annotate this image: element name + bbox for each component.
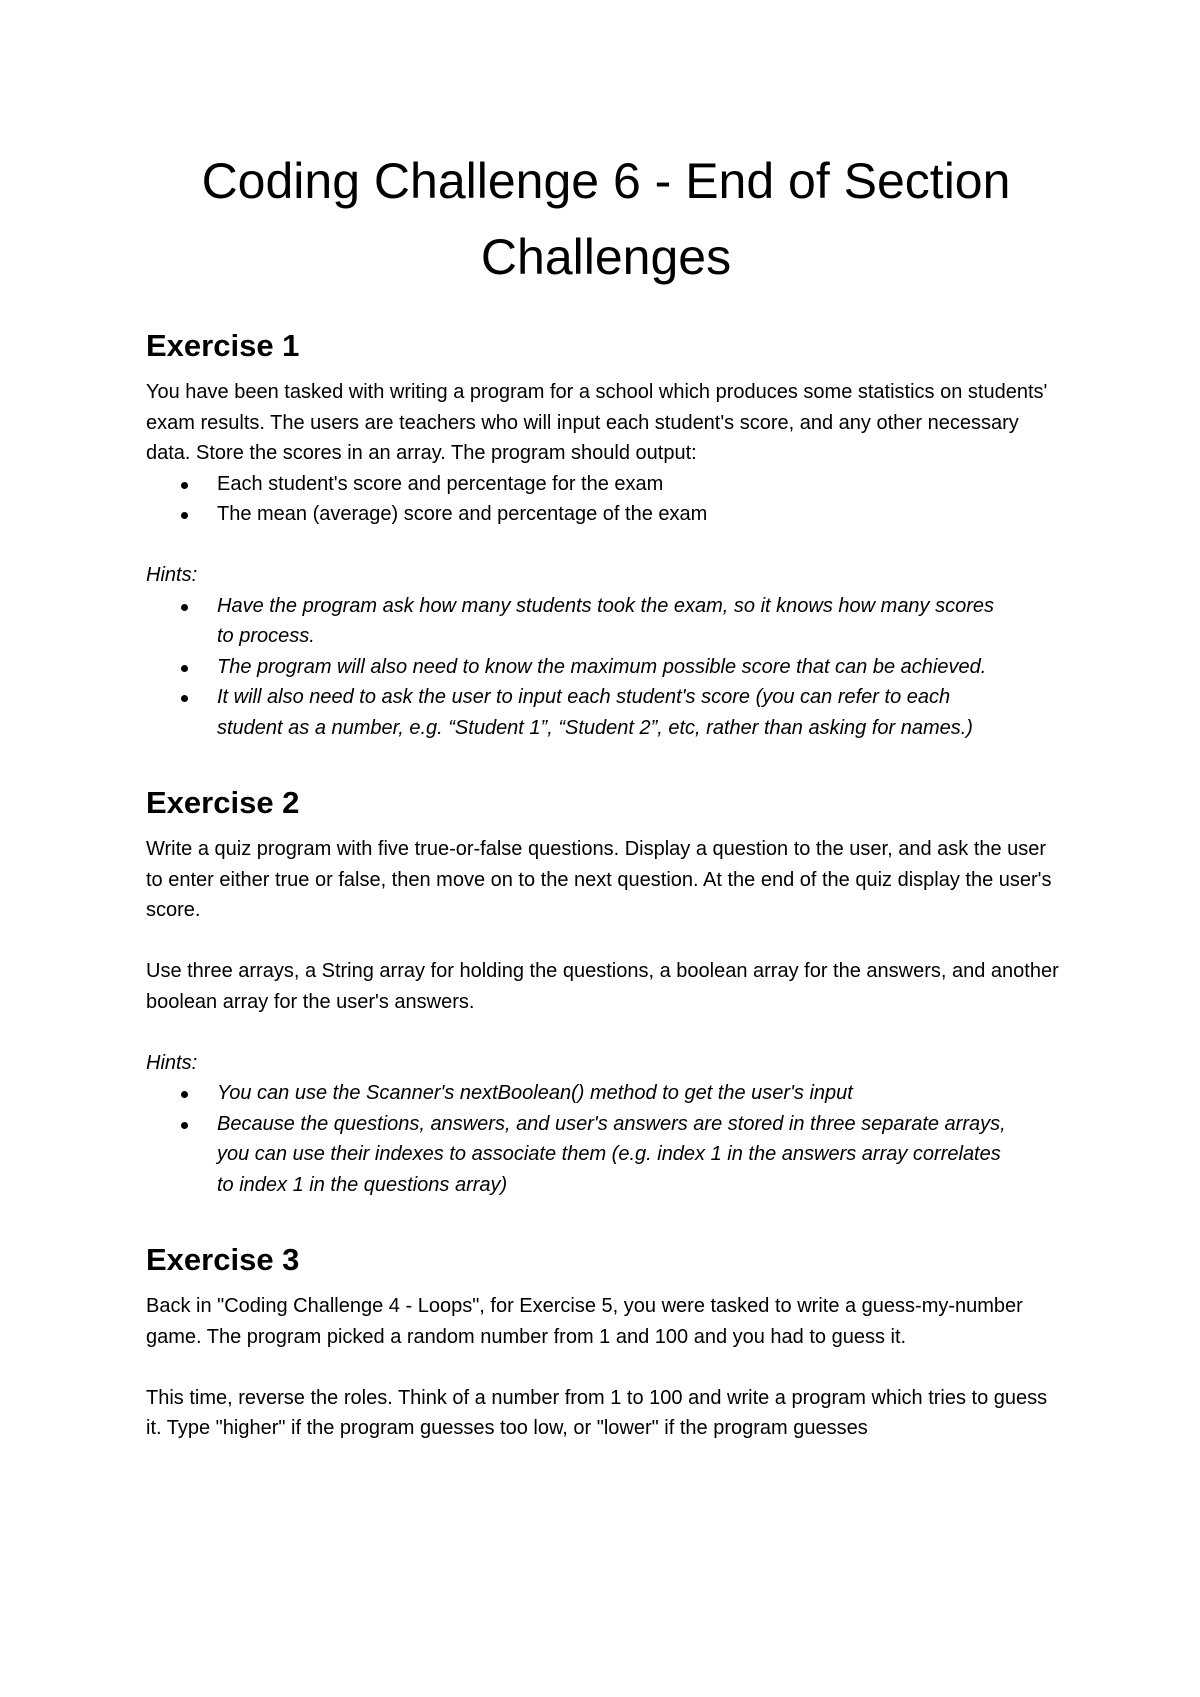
title-line-1: Coding Challenge 6 - End of Section xyxy=(201,153,1011,209)
exercise-2-paragraph-2: Use three arrays, a String array for holding the questions, a boolean array for the answers, and another boolean array for the user's answers. xyxy=(146,960,1059,1013)
exercise-1-hints-label: Hints: xyxy=(146,564,198,586)
list-item: It will also need to ask the user to input each student's score (you can refer to each student as a number, e.g. “Student 1”, “Student 2”, etc, rather than asking for names.) xyxy=(217,682,1066,743)
exercise-3-heading: Exercise 3 xyxy=(146,1242,300,1277)
exercise-3-section xyxy=(146,1240,1066,1444)
exercise-1-hint-list xyxy=(146,591,1066,744)
exercise-2-section xyxy=(146,783,1066,1200)
exercise-3-paragraph-2: This time, reverse the roles. Think of a number from 1 to 100 and write a program which tries to guess it. Type "higher" if the program guesses too low, or "lower" if the program guesses xyxy=(146,1386,1048,1439)
exercise-2-paragraph-1: Write a quiz program with five true-or-false questions. Display a question to the user, and ask the user to enter either true or false, then move on to the next question. At the end of the quiz display the user's score. xyxy=(146,838,1052,921)
list-item: The program will also need to know the maximum possible score that can be achieved. xyxy=(217,652,1066,683)
list-item: Have the program ask how many students took the exam, so it knows how many scores to process. xyxy=(217,591,1066,652)
list-item: You can use the Scanner's nextBoolean() method to get the user's input xyxy=(217,1078,1066,1109)
title-line-2: Challenges xyxy=(480,229,732,285)
list-item: The mean (average) score and percentage of the exam xyxy=(217,499,1066,530)
document-body xyxy=(146,326,1066,1444)
exercise-2-hint-list xyxy=(146,1078,1066,1200)
exercise-2-hints-label: Hints: xyxy=(146,1051,198,1074)
exercise-3-paragraph-1: Back in "Coding Challenge 4 - Loops", for Exercise 5, you were tasked to write a guess-my-number game. The program picked a random number from 1 and 100 and you had to guess it. xyxy=(146,1295,1023,1348)
exercise-2-heading: Exercise 2 xyxy=(146,785,300,820)
document-title xyxy=(146,143,1066,295)
list-item: Because the questions, answers, and user's answers are stored in three separate arrays, you can use their indexes to associate them (e.g. index 1 in the answers array correlates to index 1 in the questions array) xyxy=(217,1109,1066,1201)
exercise-1-heading: Exercise 1 xyxy=(146,328,300,363)
exercise-1-intro: You have been tasked with writing a program for a school which produces some statistics on students' exam results. The users are teachers who will input each student's score, and any other necessary data. Store the scores in an array. The program should output: xyxy=(146,381,1048,464)
exercise-1-section xyxy=(146,326,1066,743)
exercise-1-output-list xyxy=(146,469,1066,530)
list-item: Each student's score and percentage for the exam xyxy=(217,469,1066,500)
